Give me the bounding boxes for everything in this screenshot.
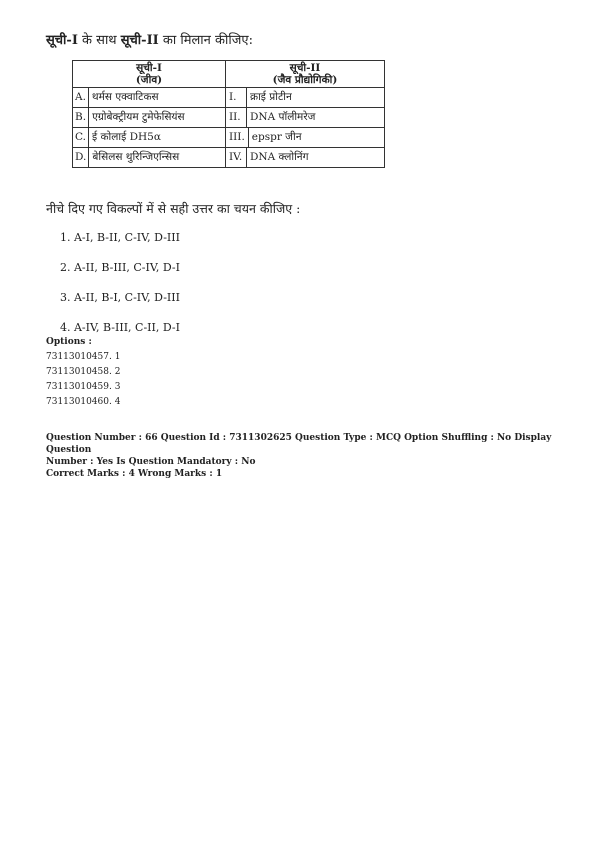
list2-item: क्राई प्रोटीन xyxy=(250,91,292,103)
answer-choice-2: 2. A-II, B-III, C-IV, D-I xyxy=(60,261,180,274)
meta-line-3: Correct Marks : 4 Wrong Marks : 1 xyxy=(46,469,223,479)
table-header-row xyxy=(73,61,385,88)
answer-choice-1: 1. A-I, B-II, C-IV, D-III xyxy=(60,231,180,244)
list1-item: ई कोलाई DH5α xyxy=(92,131,161,143)
list2-cell xyxy=(226,108,385,128)
question-heading xyxy=(46,30,253,48)
meta-line-2: Number : Yes Is Question Mandatory : No xyxy=(46,457,256,467)
list1-header xyxy=(73,61,226,88)
table-row xyxy=(73,148,385,168)
table-row xyxy=(73,108,385,128)
list2-item: DNA क्लोनिंग xyxy=(250,151,309,163)
list2-index: I. xyxy=(226,88,247,107)
options-label: Options : xyxy=(46,337,92,347)
heading-part2: I xyxy=(71,33,78,48)
list1-item: बेसिलस थुरिन्जिएन्सिस xyxy=(92,151,180,163)
option-id: 73113010459. 3 xyxy=(46,382,121,392)
list2-item: DNA पॉलीमरेज xyxy=(250,111,316,123)
list2-header xyxy=(226,61,385,88)
meta-line-1: Question Number : 66 Question Id : 7311302625 Question Type : MCQ Option Shuffling : No Display Question xyxy=(46,433,552,455)
list1-cell xyxy=(73,148,226,168)
list1-index: A. xyxy=(73,88,89,107)
answer-choice-4: 4. A-IV, B-III, C-II, D-I xyxy=(60,321,180,334)
list2-index: II. xyxy=(226,108,247,127)
answer-choice-3: 3. A-II, B-I, C-IV, D-III xyxy=(60,291,180,304)
options-block xyxy=(46,335,120,410)
list2-subtitle: (जैव प्रौद्योगिकी) xyxy=(272,74,338,86)
list1-subtitle: (जीव) xyxy=(135,74,163,86)
question-instruction: नीचे दिए गए विकल्पों में से सही उत्तर का चयन कीजिए : xyxy=(46,201,301,216)
option-id: 73113010458. 2 xyxy=(46,367,121,377)
list2-index: III. xyxy=(226,128,249,147)
table-row xyxy=(73,128,385,148)
list1-item: एग्रोबेक्ट्रीयम टुमेफेसियंस xyxy=(92,111,185,123)
list1-item: थर्मस एक्वाटिकस xyxy=(91,91,159,103)
answer-choices xyxy=(60,231,180,351)
heading-part5: II xyxy=(146,33,159,48)
list1-title: सूची-I xyxy=(136,62,162,74)
list2-item: epspr जीन xyxy=(251,131,302,143)
option-id: 73113010457. 1 xyxy=(46,352,121,362)
table-row xyxy=(73,88,385,108)
next-question-meta xyxy=(46,432,566,480)
list2-cell xyxy=(226,88,385,108)
list2-index: IV. xyxy=(226,148,247,167)
list2-cell xyxy=(226,148,385,168)
list1-cell xyxy=(73,128,226,148)
option-id: 73113010460. 4 xyxy=(46,397,121,407)
list1-index: B. xyxy=(73,108,89,127)
list1-cell xyxy=(73,108,226,128)
list2-cell xyxy=(226,128,385,148)
heading-part6: का मिलान कीजिए: xyxy=(158,33,253,48)
list1-index: C. xyxy=(73,128,89,147)
heading-part3: के साथ xyxy=(77,33,121,48)
heading-part4: सूची- xyxy=(120,33,147,48)
list1-cell xyxy=(73,88,226,108)
list1-index: D. xyxy=(73,148,89,167)
list2-title: सूची-II xyxy=(289,62,321,74)
match-table xyxy=(72,60,385,168)
heading-part1: सूची- xyxy=(46,33,72,48)
